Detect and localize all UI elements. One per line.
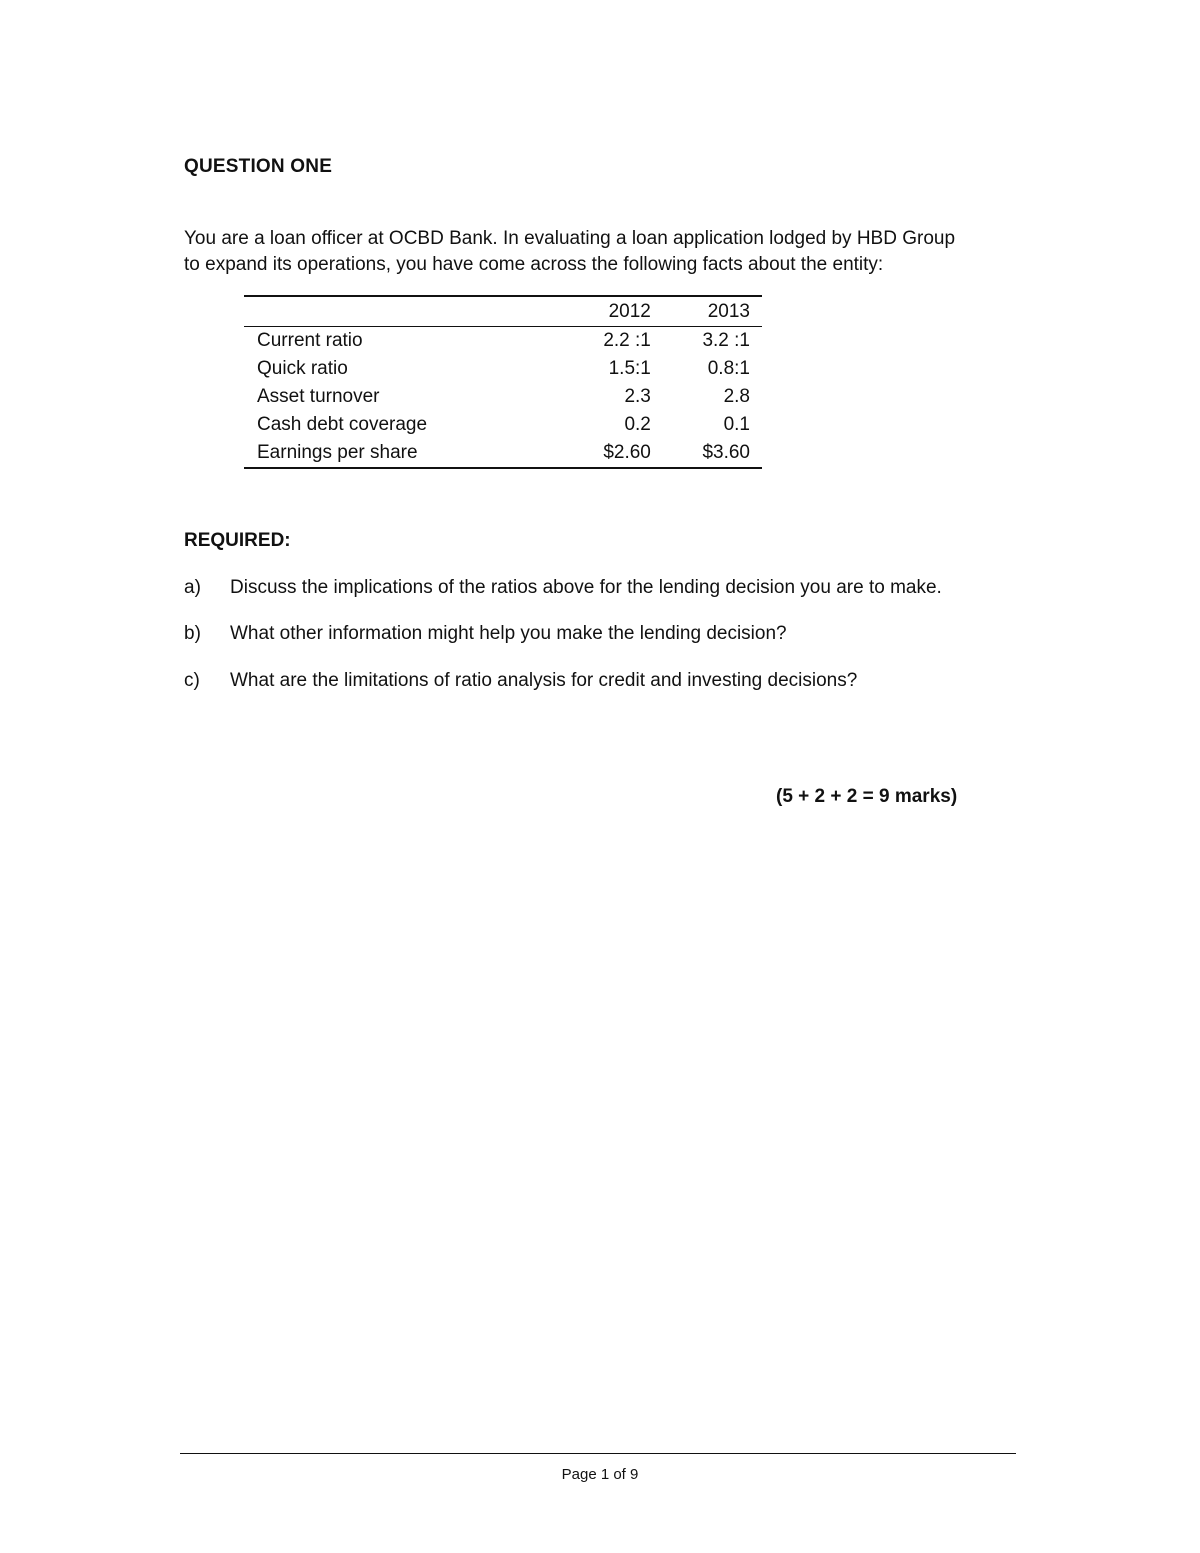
intro-line-2: to expand its operations, you have come across the following facts about the entity: <box>184 254 884 275</box>
value-2012: 2.2 :1 <box>603 330 651 351</box>
row-label: Cash debt coverage <box>257 414 428 435</box>
table-row <box>244 411 762 439</box>
table-row <box>244 383 762 411</box>
item-text: Discuss the implications of the ratios above for the lending decision you are to make. <box>230 577 942 598</box>
table-row <box>244 327 762 356</box>
table-header-row <box>244 296 762 327</box>
table-row <box>244 439 762 468</box>
value-2012: $2.60 <box>603 442 651 463</box>
page-number: Page 1 of 9 <box>561 1466 639 1483</box>
item-letter: b) <box>184 623 201 644</box>
item-text: What are the limitations of ratio analysis for credit and investing decisions? <box>230 670 858 691</box>
column-header-2012: 2012 <box>564 296 663 327</box>
required-heading: REQUIRED: <box>184 530 291 551</box>
column-header-label <box>244 296 564 327</box>
row-label: Quick ratio <box>257 358 348 379</box>
footer-divider <box>180 1453 1016 1454</box>
value-2013: 0.8:1 <box>707 358 750 379</box>
value-2013: $3.60 <box>702 442 750 463</box>
row-label: Current ratio <box>257 330 363 351</box>
item-letter: a) <box>184 577 201 598</box>
item-letter: c) <box>184 670 200 691</box>
value-2013: 3.2 :1 <box>702 330 750 351</box>
item-text: What other information might help you make the lending decision? <box>230 623 787 644</box>
row-label: Earnings per share <box>257 442 418 463</box>
marks-allocation: (5 + 2 + 2 = 9 marks) <box>776 786 958 807</box>
value-2012: 2.3 <box>624 386 651 407</box>
column-header-2013: 2013 <box>663 296 762 327</box>
value-2012: 0.2 <box>624 414 651 435</box>
ratio-table <box>244 295 762 469</box>
value-2013: 2.8 <box>723 386 750 407</box>
table-row <box>244 355 762 383</box>
question-title: QUESTION ONE <box>184 156 333 177</box>
row-label: Asset turnover <box>257 386 380 407</box>
question-intro <box>184 226 1024 278</box>
value-2012: 1.5:1 <box>608 358 651 379</box>
intro-line-1: You are a loan officer at OCBD Bank. In evaluating a loan application lodged by HBD Group <box>184 228 956 249</box>
value-2013: 0.1 <box>723 414 750 435</box>
